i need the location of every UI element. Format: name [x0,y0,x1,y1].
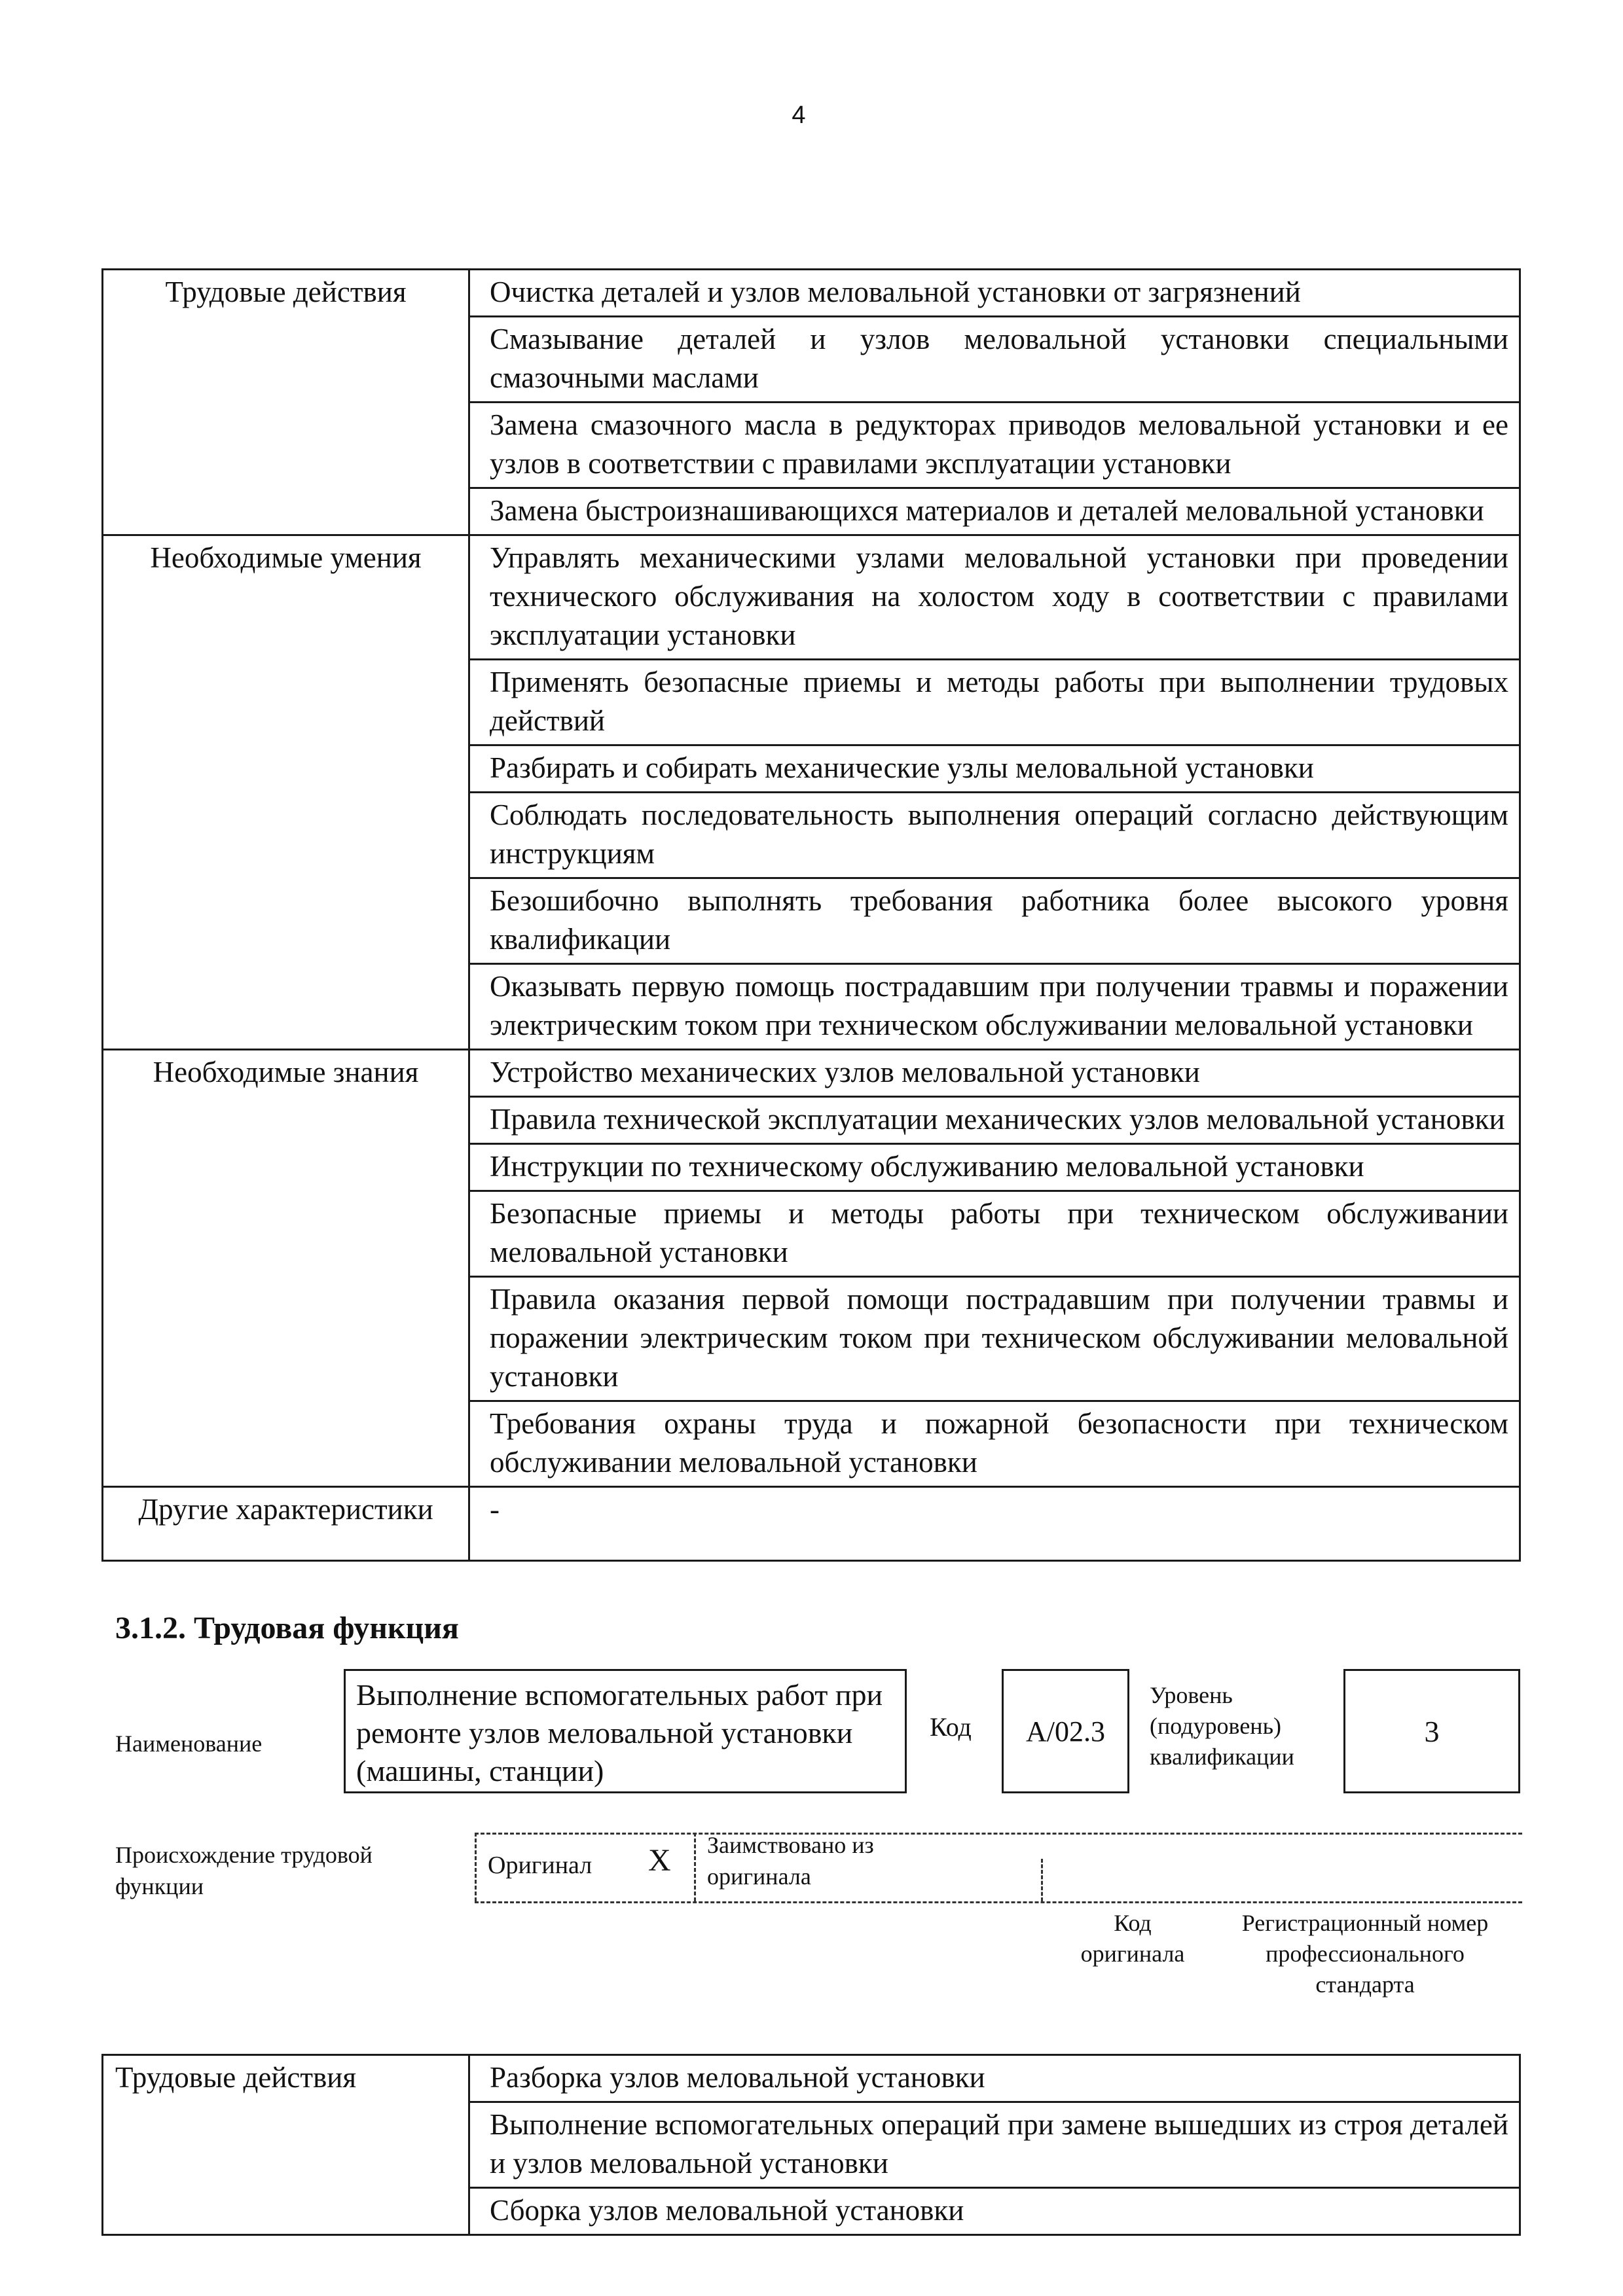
row-item: Требования охраны труда и пожарной безопасности при техническом обслуживании меловальной установки [469,1401,1520,1487]
name-label: Наименование [115,1731,263,1757]
original-label: Оригинал [488,1852,593,1879]
page-number: 4 [792,101,806,129]
row-item: Очистка деталей и узлов меловальной установки от загрязнений [469,270,1520,317]
section-title: 3.1.2. Трудовая функция [115,1611,459,1645]
row-item: Разбирать и собирать механические узлы меловальной установки [469,745,1520,793]
row-item: Правила технической эксплуатации механических узлов меловальной установки [469,1097,1520,1144]
row-item: Замена смазочного масла в редукторах приводов меловальной установки и ее узлов в соответствии с правилами эксплуатации установки [469,403,1520,488]
code-original-caption: Код оригинала [1080,1910,1185,1967]
labor-function-table-2 [101,2054,1521,2236]
labor-function-table-1 [101,268,1521,1562]
row-item: Смазывание деталей и узлов меловальной установки специальными смазочными маслами [469,317,1520,403]
function-name-box: Выполнение вспомогательных работ при ремонте узлов меловальной установки (машины, станции) [344,1669,907,1793]
row-item: Оказывать первую помощь пострадавшим при получении травмы и поражении электрическим током при техническом обслуживании меловальной установки [469,964,1520,1050]
row-item: Устройство механических узлов меловальной установки [469,1050,1520,1097]
code-label: Код [930,1712,972,1742]
row-item: Применять безопасные приемы и методы работы при выполнении трудовых действий [469,660,1520,745]
row-item: Инструкции по техническому обслуживанию меловальной установки [469,1144,1520,1191]
row-item: Разборка узлов меловальной установки [469,2055,1520,2102]
row-item: Безопасные приемы и методы работы при техническом обслуживании меловальной установки [469,1191,1520,1277]
origin-code-rule [1041,1859,1043,1901]
row-item: Управлять механическими узлами меловальной установки при проведении технического обслуживания на холостом ходу в соответствии с правилами эксплуатации установки [469,535,1520,660]
origin-label: Происхождение трудовой функции [115,1842,373,1899]
row-item: Соблюдать последовательность выполнения операций согласно действующим инструкциям [469,793,1520,878]
row-item: Выполнение вспомогательных операций при замене вышедших из строя деталей и узлов меловальной установки [469,2102,1520,2188]
table-row [103,2055,1520,2102]
row-item: Сборка узлов меловальной установки [469,2188,1520,2235]
origin-left-rule [475,1833,477,1901]
table-row [103,535,1520,660]
table-row [103,270,1520,317]
row-item: Замена быстроизнашивающихся материалов и деталей меловальной установки [469,488,1520,535]
borrowed-label: Заимствовано из оригинала [707,1832,874,1890]
row-label: Трудовые действия [103,2055,469,2235]
origin-top-rule [475,1833,1522,1835]
reg-number-caption: Регистрационный номер профессионального стандарта [1241,1910,1489,1998]
row-label: Другие характеристики [103,1487,469,1561]
origin-mid-rule [694,1833,696,1901]
row-item: Правила оказания первой помощи пострадавшим при получении травмы и поражении электрическим током при техническом обслуживании меловальной установки [469,1277,1520,1401]
level-box: 3 [1343,1669,1520,1793]
original-mark: X [648,1843,671,1878]
row-label: Необходимые знания [103,1050,469,1487]
origin-bottom-rule [475,1901,1522,1903]
row-label: Трудовые действия [103,270,469,535]
table-row [103,1050,1520,1097]
table-row [103,1487,1520,1561]
code-box: А/02.3 [1002,1669,1129,1793]
row-item: - [469,1487,1520,1561]
row-item: Безошибочно выполнять требования работника более высокого уровня квалификации [469,878,1520,964]
row-label: Необходимые умения [103,535,469,1050]
level-label: Уровень (подуровень) квалификации [1150,1682,1294,1770]
